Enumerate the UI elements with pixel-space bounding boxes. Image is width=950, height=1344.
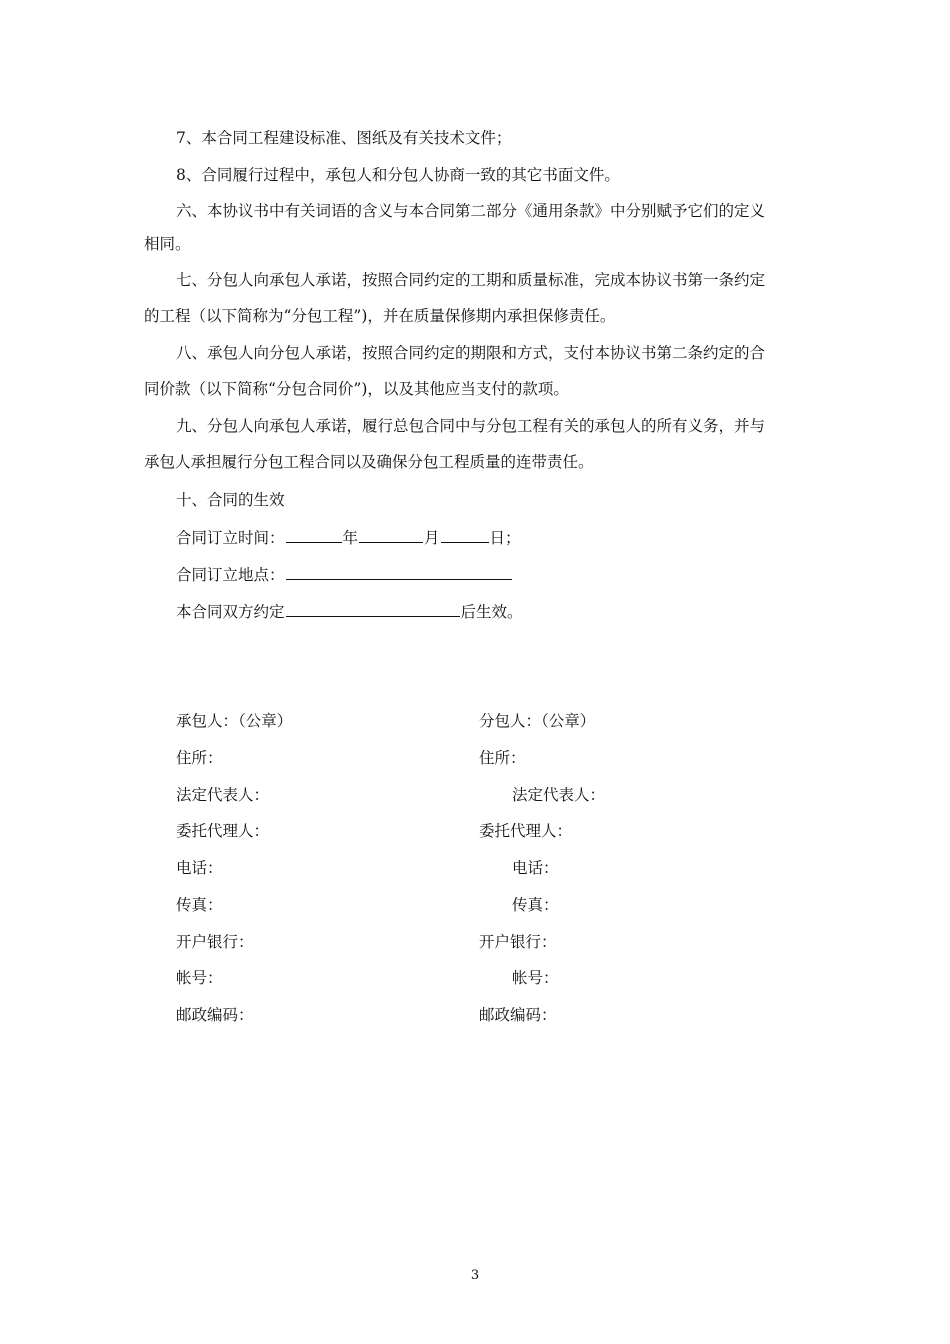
subcontractor-agent: 委托代理人： [479, 822, 573, 840]
subcontractor-postcode: 邮政编码： [479, 1006, 557, 1024]
subcontractor-party: 分包人：（公章） [479, 712, 596, 730]
clause-6-line-2: 相同。 [144, 235, 191, 253]
subcontractor-legal-rep: 法定代表人： [512, 786, 606, 804]
contract-place-label: 合同订立地点： [176, 566, 285, 584]
contract-date-label: 合同订立时间： [176, 529, 285, 547]
contractor-phone: 电话： [176, 859, 223, 877]
contractor-address: 住所： [176, 749, 223, 767]
clause-7-line-2: 的工程（以下简称为“分包工程”)，并在质量保修期内承担保修责任。 [144, 307, 616, 325]
contractor-bank: 开户银行： [176, 933, 254, 951]
contract-date-line [176, 526, 521, 548]
effective-suffix: 后生效。 [460, 603, 523, 621]
clause-9-line-1: 九、分包人向承包人承诺，履行总包合同中与分包工程有关的承包人的所有义务，并与 [176, 417, 766, 435]
month-label: 月 [424, 529, 440, 547]
item-8: 8、合同履行过程中，承包人和分包人协商一致的其它书面文件。 [176, 166, 620, 184]
item-7: 7、本合同工程建设标准、图纸及有关技术文件； [176, 129, 512, 147]
effective-condition-blank[interactable] [286, 600, 460, 617]
year-label: 年 [342, 529, 359, 547]
subcontractor-bank: 开户银行： [479, 933, 557, 951]
contractor-postcode: 邮政编码： [176, 1006, 254, 1024]
contractor-account: 帐号： [176, 969, 223, 987]
subcontractor-address: 住所： [479, 749, 526, 767]
subcontractor-account: 帐号： [512, 969, 559, 987]
subcontractor-fax: 传真： [512, 896, 559, 914]
day-label: 日； [489, 529, 521, 547]
contractor-agent: 委托代理人： [176, 822, 270, 840]
subcontractor-phone: 电话： [512, 859, 559, 877]
page-number: 3 [470, 1268, 480, 1283]
contractor-legal-rep: 法定代表人： [176, 786, 270, 804]
month-blank[interactable] [359, 526, 423, 543]
clause-6-line-1: 六、本协议书中有关词语的含义与本合同第二部分《通用条款》中分别赋予它们的定义 [176, 202, 766, 220]
contractor-party: 承包人：（公章） [176, 712, 293, 730]
clause-9-line-2: 承包人承担履行分包工程合同以及确保分包工程质量的连带责任。 [144, 453, 594, 471]
clause-7-line-1: 七、分包人向承包人承诺，按照合同约定的工期和质量标准，完成本协议书第一条约定 [176, 271, 766, 289]
contract-place-line [176, 563, 513, 585]
year-blank[interactable] [286, 526, 342, 543]
place-blank[interactable] [286, 563, 512, 580]
contractor-fax: 传真： [176, 896, 223, 914]
effective-condition-line [176, 600, 523, 622]
day-blank[interactable] [441, 526, 489, 543]
clause-8-line-2: 同价款（以下简称“分包合同价”)，以及其他应当支付的款项。 [144, 380, 569, 398]
clause-8-line-1: 八、承包人向分包人承诺，按照合同约定的期限和方式，支付本协议书第二条约定的合 [176, 344, 766, 362]
effective-prefix: 本合同双方约定 [176, 603, 285, 621]
clause-10-heading: 十、合同的生效 [176, 491, 285, 509]
